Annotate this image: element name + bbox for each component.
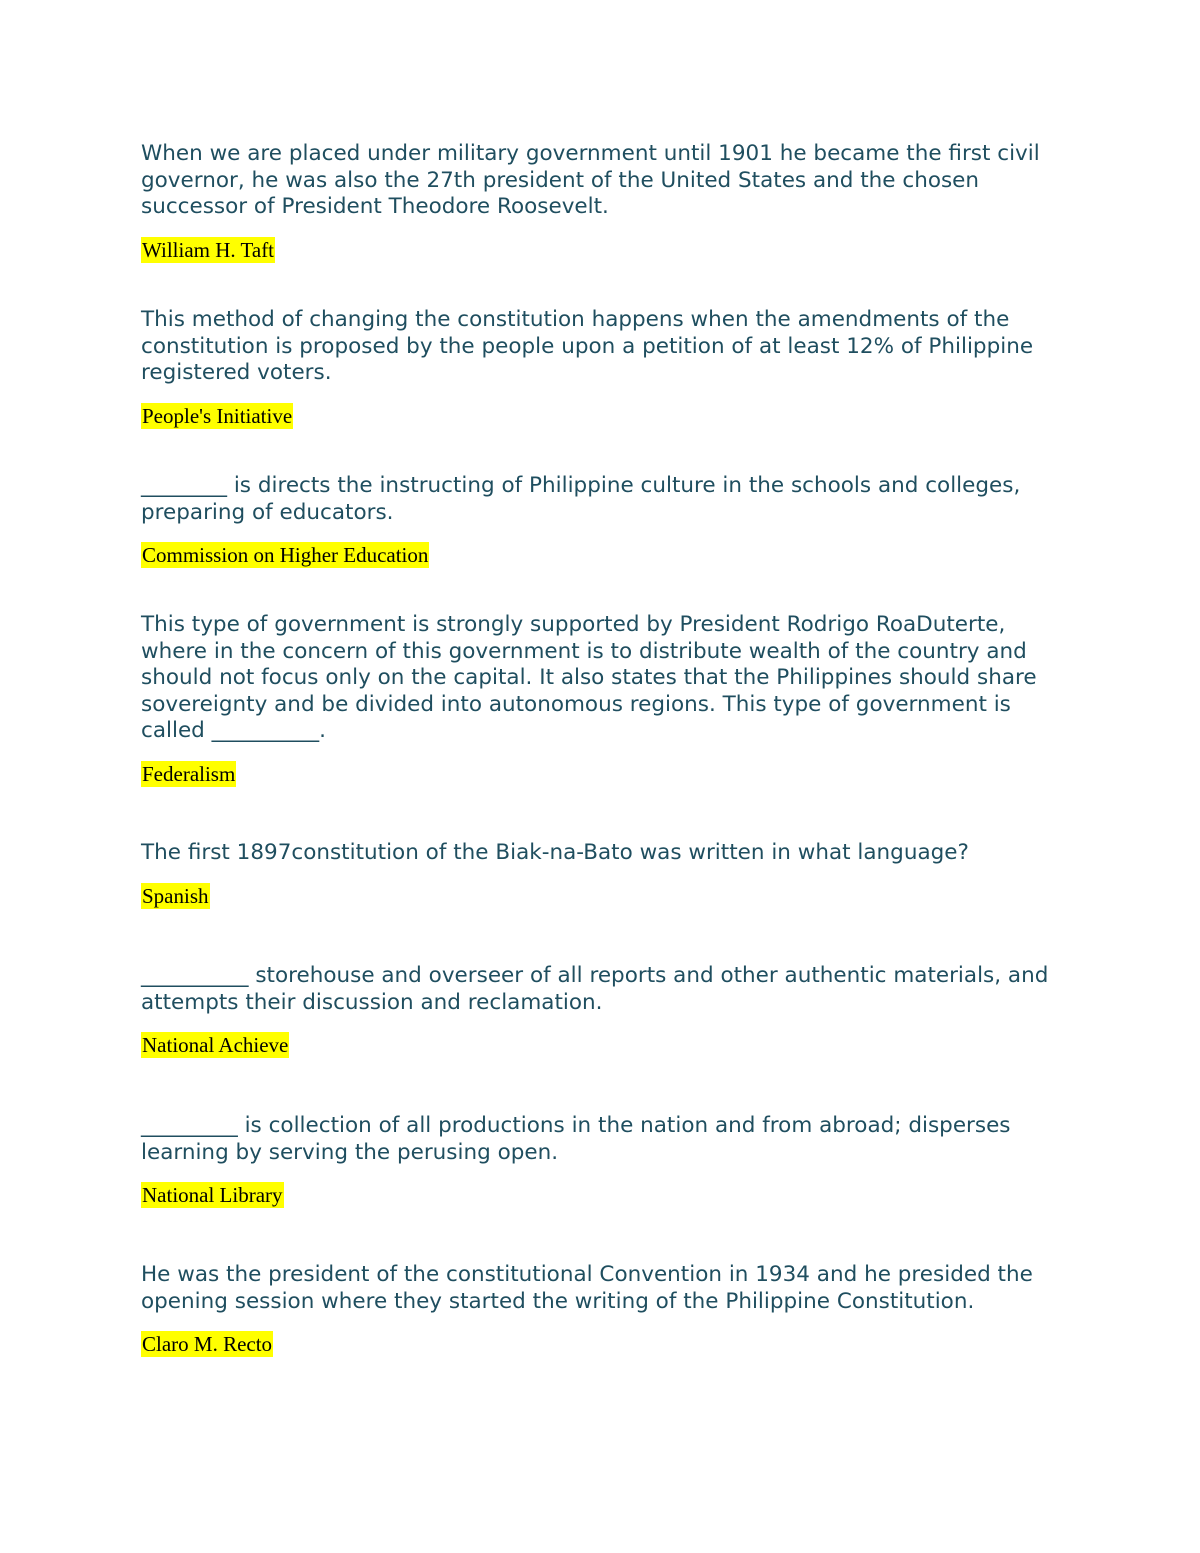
question-text: This method of changing the constitution happens when the amendments of the constitution is proposed by the people upon a petition of at least 12% of Philippine registered voters. [141,307,1034,385]
highlighted-answer: Federalism [142,761,236,786]
highlighted-answer: Spanish [142,883,209,908]
highlighted-answer: William H. Taft [142,237,275,262]
highlighted-answer: National Achieve [142,1033,289,1057]
highlighted-answer: People's Initiative [142,403,293,428]
qa-block-1 [141,141,1061,263]
qa-block-2 [141,307,1061,429]
question-text: The first 1897constitution of the Biak-na-Bato was written in what language? [141,840,969,865]
highlighted-answer: Claro M. Recto [142,1332,273,1356]
question-text: _________ is collection of all productions in the nation and from abroad; disperses learning by serving the perusing open. [141,1113,1011,1165]
qa-block-7 [141,1113,1061,1208]
question-text: ________ is directs the instructing of Philippine culture in the schools and colleges, preparing of educators. [141,473,1021,525]
qa-block-4 [141,612,1061,787]
question-text: When we are placed under military government until 1901 he became the first civil governor, he was also the 27th president of the United States and the chosen successor of President Theodore Roosevelt. [141,141,1040,219]
question-text: He was the president of the constitutional Convention in 1934 and he presided the opening session where they started the writing of the Philippine Constitution. [141,1262,1033,1314]
qa-block-5 [141,840,1061,909]
qa-block-6 [141,963,1061,1058]
highlighted-answer: National Library [142,1183,283,1207]
question-text: This type of government is strongly supported by President Rodrigo RoaDuterte, where in the concern of this government is to distribute wealth of the country and should not focus only on the capital. It also states that the Philippines should share sovereignty and be divided into autonomous regions. This type of government is called __________. [141,612,1037,743]
question-text: __________ storehouse and overseer of all reports and other authentic materials, and attempts their discussion and reclamation. [141,963,1049,1015]
highlighted-answer: Commission on Higher Education [142,543,429,567]
qa-block-3 [141,473,1061,568]
qa-block-8 [141,1262,1061,1357]
